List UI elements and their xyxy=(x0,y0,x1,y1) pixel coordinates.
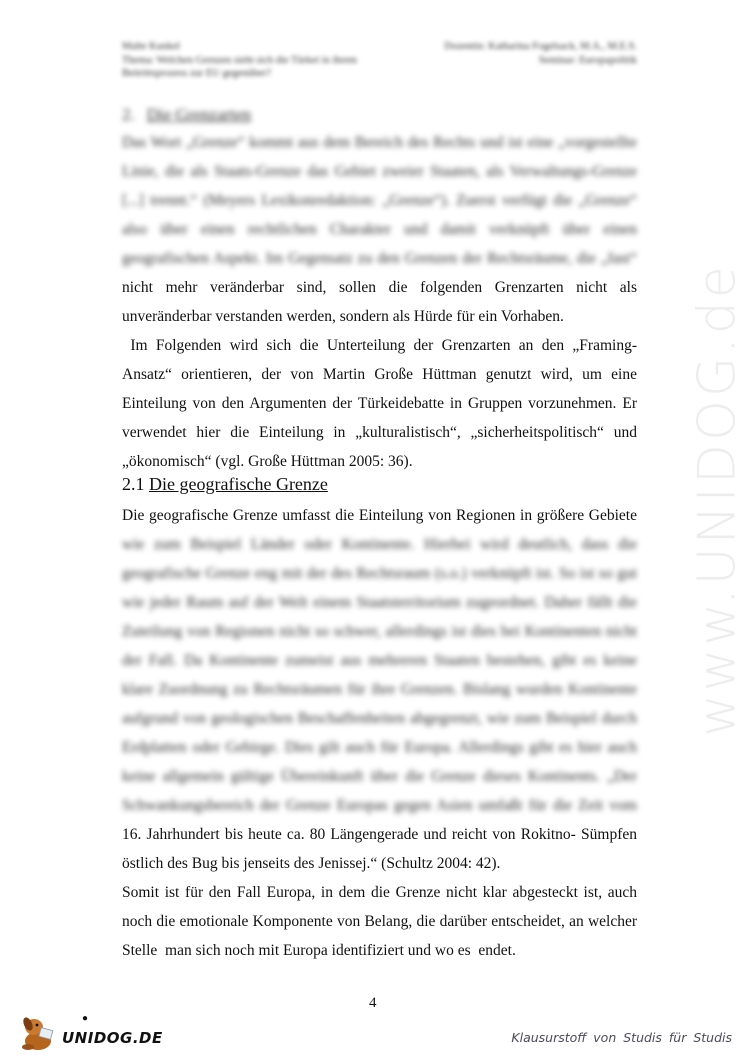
blurred-line: keine allgemein gültige Übereinkunft über die Grenze dieses Kontinents. „Der xyxy=(122,768,637,785)
header-author: Malte Kunkel xyxy=(122,41,181,52)
subsection-body xyxy=(122,501,637,965)
text-line: verwendet hier die Einteilung in „kulturalistisch“, „sicherheitspolitisch“ und xyxy=(122,424,637,441)
section-heading xyxy=(122,105,251,125)
text-line: Somit ist für den Fall Europa, in dem die Grenze nicht klar abgesteckt ist, auch xyxy=(122,884,637,901)
blurred-line: Schwankungsbereich der Grenze Europas gegen Asien umfaßt für die Zeit vom xyxy=(122,797,637,814)
text-line: Im Folgenden wird sich die Unterteilung der Grenzarten an den „Framing- xyxy=(122,337,637,354)
blurred-line: geografischen Aspekt. Im Gegensatz zu den Grenzen der Rechtsräume, die „fast“ xyxy=(122,250,637,267)
watermark-text: www.UNIDOG.de xyxy=(688,263,748,737)
blurred-line: aufgrund von geologischen Beschaffenheiten abgegrenzt, wie zum Beispiel durch xyxy=(122,710,637,727)
blurred-line: wie zum Beispiel Länder oder Kontinente. Hierbei wird deutlich, dass die xyxy=(122,536,637,553)
text-line: Einteilung von den Argumenten der Türkeidebatte in Gruppen vorzunehmen. Er xyxy=(122,395,637,412)
text-line: noch die emotionale Komponente von Belang, die darüber entscheidet, an welcher xyxy=(122,913,637,930)
blurred-line: Erdplatten oder Gebirge. Dies gilt auch für Europa. Allerdings gibt es hier auch xyxy=(122,739,637,756)
header-seminar: Seminar: Europapolitik xyxy=(538,54,637,66)
subsection-title: Die geografische Grenze xyxy=(149,474,328,494)
subsection-heading xyxy=(122,474,328,495)
header-topic-continued: Beitrittsprozess zur EU gegenüber? xyxy=(122,68,271,79)
blurred-line: wie jeder Raum auf der Welt einem Staatsterritorium zugeordnet. Daher fällt die xyxy=(122,594,637,611)
blurred-line: geografische Grenze eng mit der des Rechtsraum (s.o.) verknüpft ist. So ist so gut xyxy=(122,565,637,582)
page-header xyxy=(122,40,637,81)
blurred-line: [...] trennt.“ (Meyers Lexikonredaktion: „Grenze“). Zuerst verfügt die „Grenze“ xyxy=(122,192,637,209)
blurred-line: Das Wort „Grenze“ kommt aus dem Bereich des Rechts und ist eine „vorgestellte xyxy=(122,134,637,151)
blurred-line: also über einen rechtlichen Charakter und damit verknüpft über einen xyxy=(122,221,637,238)
section-body xyxy=(122,128,637,476)
subsection-number: 2.1 xyxy=(122,474,145,494)
text-line: Stelle man sich noch mit Europa identifiziert und wo es endet. xyxy=(122,942,516,959)
text-line: „ökonomisch“ (vgl. Große Hüttman 2005: 36). xyxy=(122,453,413,470)
blurred-line: klare Zuordnung zu Rechtsräumen für ihre Grenzen. Bislang wurden Kontinente xyxy=(122,681,637,698)
text-line: östlich des Bug bis jenseits des Jenissej.“ (Schultz 2004: 42). xyxy=(122,855,501,872)
blurred-line: Linie, die als Staats-Grenze das Gebiet zweier Staaten, als Verwaltungs-Grenze xyxy=(122,163,637,180)
watermark xyxy=(688,260,748,740)
header-lecturer: Dozentin: Katharina Fogelsack, M.A., M.E.S. xyxy=(444,41,637,52)
footer-tagline: Klausurstoff von Studis für Studis xyxy=(511,1030,732,1045)
dog-icon xyxy=(20,1015,60,1051)
text-line: 16. Jahrhundert bis heute ca. 80 Längengerade und reicht von Rokitno- Sümpfen xyxy=(122,826,637,843)
paw-icon: ● xyxy=(82,1013,89,1024)
page-number: 4 xyxy=(369,995,377,1011)
text-line: Ansatz“ orientieren, der von Martin Große Hüttman genutzt wird, um eine xyxy=(122,366,637,383)
blurred-line: Zuteilung von Regionen nicht so schwer, allerdings ist dies bei Kontinenten nicht xyxy=(122,623,637,640)
text-line: nicht mehr veränderbar sind, sollen die folgenden Grenzarten nicht als xyxy=(122,279,637,296)
section-number: 2. xyxy=(122,105,135,124)
unidog-logo[interactable] xyxy=(20,1015,163,1051)
header-topic: Thema: Welchen Grenzen sieht sich die Türkei in ihrem xyxy=(122,54,357,66)
logo-text: UNIDOG.DE xyxy=(62,1029,163,1047)
blurred-line: der Fall. Da Kontinente zumeist aus mehreren Staaten bestehen, gibt es keine xyxy=(122,652,637,669)
text-line: Die geografische Grenze umfasst die Einteilung von Regionen in größere Gebiete xyxy=(122,507,637,524)
section-title: Die Grenzarten xyxy=(146,105,252,124)
text-line: unveränderbar verstanden werden, sondern als Hürde für ein Vorhaben. xyxy=(122,308,564,325)
